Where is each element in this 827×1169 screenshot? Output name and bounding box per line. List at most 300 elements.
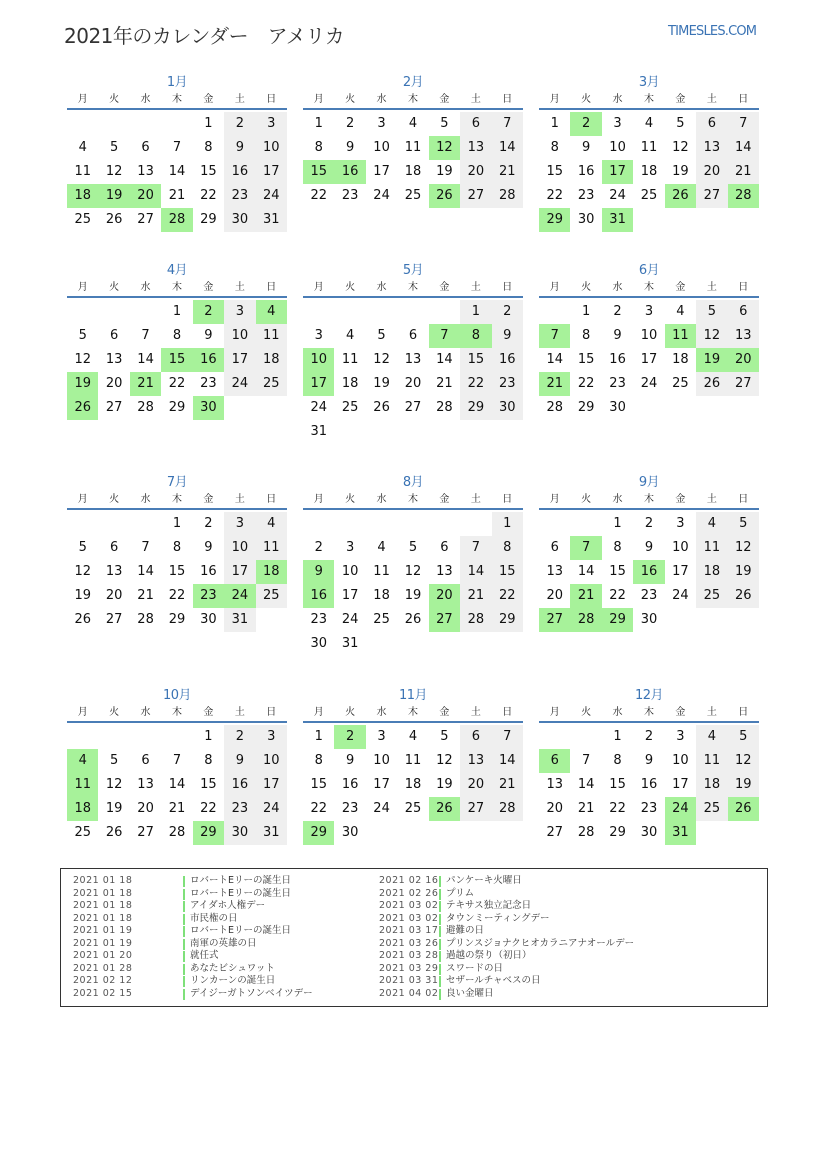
day-cell: 10 — [256, 749, 287, 773]
holiday-name: リンカーンの誕生日 — [190, 975, 276, 986]
day-cell: 30 — [341, 825, 359, 840]
day-cell: 5 — [728, 512, 759, 536]
day-cell: 16 — [224, 773, 255, 797]
day-cell: 3 — [224, 512, 255, 536]
weekday-label: 水 — [612, 94, 623, 105]
day-cell: 6 — [696, 112, 727, 136]
weekday-label: 月 — [77, 707, 88, 718]
day-cell: 10 — [640, 328, 658, 343]
day-cell: 27 — [460, 797, 491, 821]
day-cell: 8 — [613, 540, 622, 555]
day-cell: 12 — [373, 352, 390, 367]
day-cell: 20 — [460, 160, 491, 184]
day-cell: 7 — [172, 753, 182, 768]
day-cell: 9 — [581, 140, 591, 155]
weekday-label: 木 — [643, 282, 654, 293]
legend-row — [73, 988, 373, 1001]
holiday-day-cell: 19 — [98, 184, 129, 208]
day-cell: 21 — [728, 160, 759, 184]
holiday-day-cell: 29 — [303, 821, 334, 845]
legend-row — [379, 938, 759, 951]
weekday-header — [67, 705, 287, 723]
day-cell: 24 — [341, 612, 359, 627]
day-cell: 26 — [373, 400, 390, 415]
month-name: 8月 — [402, 475, 424, 490]
weekday-label: 日 — [738, 282, 749, 293]
day-cell: 18 — [696, 560, 727, 584]
day-cell: 1 — [492, 512, 523, 536]
day-cell: 27 — [696, 184, 727, 208]
legend-row — [73, 913, 373, 926]
weekday-label: 木 — [171, 282, 182, 293]
day-cell: 8 — [314, 140, 323, 155]
day-cell: 12 — [696, 324, 727, 348]
holiday-marker — [439, 976, 441, 987]
day-cell: 11 — [404, 140, 422, 155]
holiday-day-cell: 29 — [602, 608, 633, 632]
day-cell: 6 — [109, 540, 119, 555]
page-title: 2021年のカレンダー アメリカ — [64, 24, 345, 48]
weekday-label: 土 — [234, 707, 245, 718]
weekday-label: 月 — [313, 707, 324, 718]
day-cell: 8 — [613, 753, 622, 768]
day-cell: 5 — [109, 140, 119, 155]
day-cell: 15 — [200, 777, 217, 792]
holiday-day-cell: 20 — [130, 184, 161, 208]
weekday-header — [539, 280, 759, 298]
holiday-name: 南軍の英雄の日 — [190, 937, 257, 949]
day-cell: 4 — [696, 512, 727, 536]
day-cell: 2 — [314, 540, 323, 555]
day-cell: 11 — [696, 536, 727, 560]
day-cell: 7 — [460, 536, 491, 560]
weekday-label: 月 — [549, 282, 560, 293]
weekday-label: 日 — [502, 494, 513, 505]
month-name: 11月 — [398, 688, 428, 703]
weekday-label: 火 — [581, 282, 592, 293]
weekday-label: 土 — [234, 94, 245, 105]
day-cell: 22 — [200, 188, 217, 203]
weekday-label: 水 — [612, 282, 623, 293]
weekday-label: 木 — [407, 282, 418, 293]
day-cell: 20 — [546, 588, 563, 603]
weekday-label: 金 — [439, 494, 450, 505]
holiday-date: 2021 04 02 — [379, 987, 439, 999]
weekday-label: 月 — [549, 707, 560, 718]
day-cell: 26 — [105, 825, 123, 840]
day-cell: 12 — [728, 749, 759, 773]
day-cell: 24 — [373, 188, 390, 203]
legend-column-right — [379, 875, 759, 1000]
day-cell: 10 — [224, 536, 255, 560]
weekday-label: 水 — [612, 494, 623, 505]
day-cell: 23 — [640, 588, 658, 603]
weekday-label: 金 — [675, 494, 686, 505]
day-cell: 16 — [492, 348, 523, 372]
day-cell: 1 — [314, 729, 323, 744]
day-cell: 2 — [644, 516, 654, 531]
day-cell: 5 — [696, 300, 727, 324]
holiday-date: 2021 02 16 — [379, 875, 439, 886]
holiday-day-cell: 16 — [303, 584, 334, 608]
day-cell: 8 — [581, 328, 591, 343]
weekday-label: 日 — [738, 707, 749, 718]
day-cell: 24 — [256, 184, 287, 208]
day-cell: 4 — [696, 725, 727, 749]
weekday-label: 月 — [549, 94, 560, 105]
day-cell: 25 — [74, 212, 91, 227]
holiday-day-cell: 15 — [303, 160, 334, 184]
day-cell: 20 — [105, 588, 123, 603]
day-cell: 29 — [492, 608, 523, 632]
holiday-date: 2021 01 18 — [73, 887, 133, 899]
day-cell: 26 — [105, 212, 123, 227]
day-cell: 27 — [137, 825, 154, 840]
day-cell: 28 — [436, 400, 453, 415]
holiday-marker — [439, 926, 441, 937]
holiday-day-cell: 4 — [256, 300, 287, 324]
day-cell: 7 — [492, 112, 523, 136]
day-cell: 17 — [256, 160, 287, 184]
day-cell: 3 — [377, 116, 386, 131]
day-cell: 9 — [644, 753, 654, 768]
day-cell: 29 — [168, 612, 186, 627]
day-cell: 6 — [440, 540, 449, 555]
day-cell: 26 — [728, 584, 759, 608]
holiday-date: 2021 01 20 — [73, 950, 133, 961]
weekday-label: 金 — [203, 494, 214, 505]
holiday-day-cell: 31 — [602, 208, 633, 232]
weekday-header — [67, 92, 287, 110]
day-cell: 31 — [224, 608, 255, 632]
day-cell: 26 — [404, 612, 422, 627]
day-cell: 30 — [492, 396, 523, 420]
holiday-marker — [439, 876, 441, 887]
day-cell: 14 — [728, 136, 759, 160]
holiday-date: 2021 03 31 — [379, 975, 439, 986]
weekday-label: 木 — [643, 94, 654, 105]
holiday-marker — [183, 989, 185, 1000]
day-cell: 19 — [404, 588, 422, 603]
weekday-label: 月 — [313, 94, 324, 105]
holiday-marker — [439, 889, 441, 900]
day-cell: 29 — [168, 400, 186, 415]
month-name: 10月 — [162, 688, 192, 703]
holiday-day-cell: 18 — [256, 560, 287, 584]
site-logo-text[interactable]: TIMESLES.COM — [668, 24, 757, 39]
day-cell: 30 — [640, 825, 658, 840]
month-name: 9月 — [638, 475, 660, 490]
day-cell: 19 — [436, 164, 453, 179]
day-cell: 9 — [613, 328, 622, 343]
weekday-label: 日 — [502, 707, 513, 718]
day-cell: 15 — [168, 564, 186, 579]
holiday-name: 過越の祭り（初日） — [446, 950, 532, 961]
weekday-label: 金 — [203, 282, 214, 293]
holiday-day-cell: 31 — [665, 821, 696, 845]
day-cell: 2 — [345, 116, 355, 131]
day-cell: 18 — [696, 773, 727, 797]
day-cell: 17 — [672, 564, 689, 579]
day-cell: 6 — [460, 725, 491, 749]
day-cell: 19 — [373, 376, 390, 391]
day-cell: 24 — [640, 376, 658, 391]
day-cell: 18 — [404, 777, 422, 792]
day-cell: 25 — [640, 188, 658, 203]
day-cell: 4 — [345, 328, 355, 343]
day-cell: 22 — [609, 801, 626, 816]
day-cell: 1 — [613, 516, 622, 531]
holiday-day-cell: 26 — [728, 797, 759, 821]
day-cell: 8 — [172, 328, 182, 343]
day-cell: 20 — [105, 376, 123, 391]
day-cell: 13 — [546, 564, 563, 579]
day-cell: 6 — [408, 328, 418, 343]
weekday-label: 金 — [203, 94, 214, 105]
day-cell: 20 — [460, 773, 491, 797]
day-cell: 15 — [460, 348, 491, 372]
weekday-label: 日 — [266, 494, 277, 505]
day-cell: 11 — [373, 564, 390, 579]
holiday-day-cell: 2 — [334, 725, 365, 749]
holiday-legend — [60, 868, 768, 1007]
day-cell: 1 — [172, 304, 182, 319]
weekday-label: 火 — [581, 94, 592, 105]
day-cell: 13 — [105, 564, 123, 579]
weekday-label: 日 — [266, 94, 277, 105]
weekday-label: 土 — [706, 282, 717, 293]
day-cell: 16 — [640, 777, 658, 792]
day-cell: 11 — [404, 753, 422, 768]
day-cell: 5 — [109, 753, 119, 768]
holiday-day-cell: 16 — [633, 560, 664, 584]
holiday-day-cell: 19 — [696, 348, 727, 372]
day-cell: 11 — [696, 749, 727, 773]
holiday-date: 2021 03 26 — [379, 937, 439, 949]
day-cell: 13 — [137, 164, 154, 179]
holiday-day-cell: 19 — [67, 372, 98, 396]
weekday-label: 木 — [407, 494, 418, 505]
holiday-day-cell: 16 — [193, 348, 224, 372]
day-cell: 13 — [436, 564, 453, 579]
holiday-name: アイダホ人権デー — [190, 900, 266, 911]
weekday-label: 火 — [581, 494, 592, 505]
day-cell: 5 — [440, 116, 449, 131]
day-cell: 24 — [672, 588, 689, 603]
day-cell: 7 — [728, 112, 759, 136]
day-cell: 23 — [341, 188, 359, 203]
day-cell: 7 — [492, 725, 523, 749]
day-cell: 27 — [460, 184, 491, 208]
holiday-day-cell: 12 — [429, 136, 460, 160]
weekday-label: 水 — [376, 494, 387, 505]
day-cell: 11 — [640, 140, 658, 155]
weekday-label: 木 — [407, 707, 418, 718]
legend-column-left — [73, 875, 373, 1000]
day-cell: 7 — [141, 540, 150, 555]
holiday-name: ロバートEリーの誕生日 — [190, 925, 292, 936]
day-cell: 3 — [676, 729, 685, 744]
holiday-name: スワードの日 — [446, 962, 504, 974]
day-cell: 30 — [640, 612, 658, 627]
holiday-day-cell: 7 — [429, 324, 460, 348]
day-cell: 8 — [172, 540, 182, 555]
day-cell: 17 — [672, 777, 689, 792]
day-cell: 16 — [609, 352, 626, 367]
day-cell: 24 — [310, 400, 327, 415]
day-cell: 25 — [404, 188, 422, 203]
day-cell: 22 — [168, 588, 186, 603]
day-cell: 2 — [224, 725, 255, 749]
day-cell: 15 — [492, 560, 523, 584]
holiday-marker — [183, 914, 185, 925]
legend-row — [379, 925, 759, 938]
day-cell: 10 — [373, 140, 390, 155]
day-cell: 8 — [550, 140, 559, 155]
weekday-label: 土 — [470, 494, 481, 505]
day-cell: 21 — [577, 801, 595, 816]
day-cell: 4 — [644, 116, 654, 131]
day-cell: 17 — [373, 777, 390, 792]
weekday-label: 金 — [439, 282, 450, 293]
day-cell: 4 — [408, 729, 418, 744]
holiday-day-cell: 26 — [429, 184, 460, 208]
day-cell: 10 — [256, 136, 287, 160]
day-cell: 12 — [728, 536, 759, 560]
day-cell: 25 — [672, 376, 689, 391]
day-cell: 5 — [408, 540, 418, 555]
day-cell: 17 — [640, 352, 658, 367]
day-cell: 13 — [460, 136, 491, 160]
legend-row — [73, 900, 373, 913]
day-cell: 20 — [546, 801, 563, 816]
weekday-label: 月 — [313, 282, 324, 293]
day-cell: 25 — [373, 612, 390, 627]
day-cell: 11 — [256, 536, 287, 560]
holiday-name: あなたビシュワット — [190, 962, 275, 974]
day-cell: 9 — [224, 136, 255, 160]
day-cell: 16 — [341, 777, 359, 792]
day-cell: 10 — [672, 753, 689, 768]
weekday-label: 金 — [439, 707, 450, 718]
day-cell: 21 — [168, 188, 186, 203]
day-cell: 13 — [728, 324, 759, 348]
day-cell: 28 — [460, 608, 491, 632]
weekday-label: 木 — [171, 494, 182, 505]
weekday-header — [303, 280, 523, 298]
holiday-day-cell: 28 — [570, 608, 601, 632]
day-cell: 5 — [78, 540, 87, 555]
day-cell: 5 — [377, 328, 386, 343]
day-cell: 8 — [314, 753, 323, 768]
day-cell: 1 — [550, 116, 559, 131]
weekday-label: 水 — [140, 282, 151, 293]
day-cell: 2 — [492, 300, 523, 324]
holiday-day-cell: 2 — [193, 300, 224, 324]
day-cell: 20 — [696, 160, 727, 184]
weekday-label: 金 — [439, 94, 450, 105]
day-cell: 30 — [224, 208, 255, 232]
day-cell: 23 — [224, 797, 255, 821]
day-cell: 3 — [256, 112, 287, 136]
day-cell: 3 — [613, 116, 622, 131]
weekday-header — [303, 492, 523, 510]
day-cell: 11 — [341, 352, 359, 367]
holiday-date: 2021 02 12 — [73, 975, 133, 986]
legend-row — [379, 875, 759, 888]
holiday-date: 2021 01 18 — [73, 875, 133, 886]
day-cell: 12 — [436, 753, 453, 768]
month-name: 12月 — [634, 688, 664, 703]
legend-row — [379, 913, 759, 926]
day-cell: 22 — [609, 588, 626, 603]
day-cell: 21 — [436, 376, 453, 391]
day-cell: 19 — [74, 588, 91, 603]
month-name: 1月 — [166, 75, 188, 90]
day-cell: 2 — [204, 516, 213, 531]
holiday-day-cell: 29 — [539, 208, 570, 232]
holiday-day-cell: 21 — [539, 372, 570, 396]
day-cell: 19 — [728, 560, 759, 584]
holiday-date: 2021 03 02 — [379, 912, 439, 924]
day-cell: 15 — [609, 564, 626, 579]
holiday-day-cell: 23 — [193, 584, 224, 608]
day-cell: 9 — [345, 140, 355, 155]
weekday-label: 火 — [581, 707, 592, 718]
day-cell: 28 — [137, 612, 154, 627]
day-cell: 15 — [310, 777, 327, 792]
day-cell: 1 — [172, 516, 182, 531]
month-name: 7月 — [166, 475, 188, 490]
day-cell: 1 — [460, 300, 491, 324]
day-cell: 16 — [200, 564, 217, 579]
day-cell: 24 — [256, 797, 287, 821]
day-cell: 24 — [373, 801, 390, 816]
day-cell: 13 — [105, 352, 123, 367]
day-cell: 21 — [460, 584, 491, 608]
weekday-header — [303, 705, 523, 723]
month-name: 5月 — [402, 263, 424, 278]
day-cell: 17 — [341, 588, 359, 603]
day-cell: 14 — [168, 164, 186, 179]
holiday-day-cell: 26 — [429, 797, 460, 821]
weekday-label: 土 — [706, 494, 717, 505]
holiday-marker — [439, 914, 441, 925]
holiday-name: テキサス独立記念日 — [446, 900, 532, 911]
day-cell: 14 — [577, 777, 595, 792]
day-cell: 28 — [168, 825, 186, 840]
day-cell: 26 — [696, 372, 727, 396]
day-cell: 10 — [672, 540, 689, 555]
holiday-day-cell: 20 — [429, 584, 460, 608]
day-cell: 2 — [613, 304, 622, 319]
day-cell: 12 — [74, 564, 91, 579]
day-cell: 25 — [256, 584, 287, 608]
day-cell: 30 — [609, 400, 626, 415]
holiday-day-cell: 11 — [67, 773, 98, 797]
holiday-day-cell: 8 — [460, 324, 491, 348]
day-cell: 13 — [546, 777, 563, 792]
day-cell: 12 — [404, 564, 422, 579]
weekday-label: 月 — [313, 494, 324, 505]
holiday-marker — [183, 926, 185, 937]
weekday-label: 日 — [738, 494, 749, 505]
day-cell: 5 — [78, 328, 87, 343]
day-cell: 9 — [644, 540, 654, 555]
weekday-label: 水 — [376, 282, 387, 293]
weekday-label: 金 — [675, 282, 686, 293]
day-cell: 5 — [728, 725, 759, 749]
